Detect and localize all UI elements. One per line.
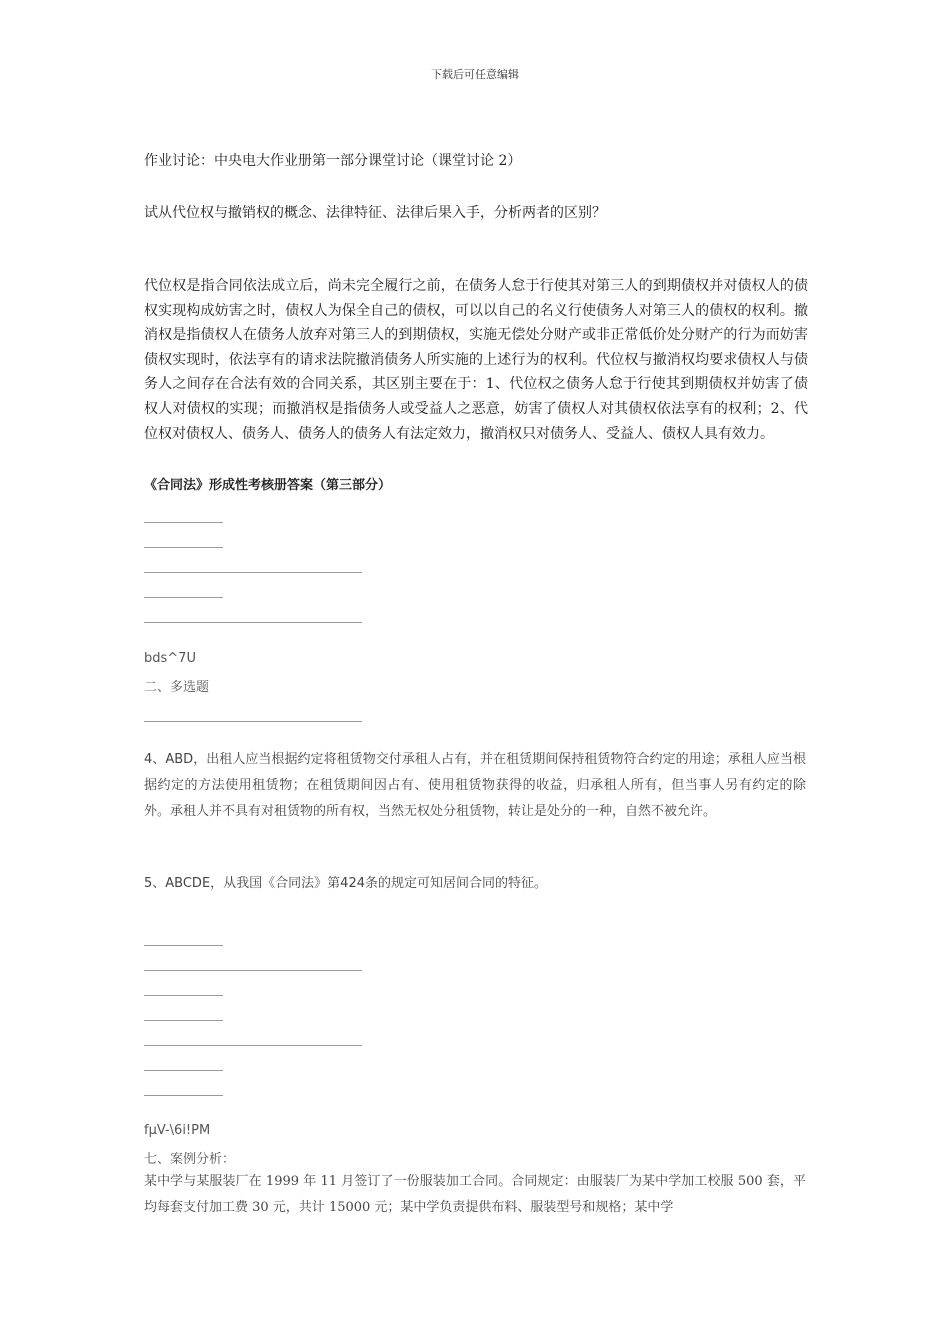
blank-line [144,1020,223,1021]
part3-title: 《合同法》形成性考核册答案（第三部分） [144,478,392,493]
blank-line [144,597,223,598]
blank-line [144,995,223,996]
page-header: 下载后可任意编辑 [431,68,519,81]
blank-line [144,1045,362,1046]
garbled-code-1: bds^7U [144,651,196,666]
answer-q5-lead: 5、ABCDE [144,876,211,891]
discussion-title: 作业讨论：中央电大作业册第一部分课堂讨论（课堂讨论 2） [144,153,522,169]
blank-line [144,945,223,946]
section-case-analysis: 七、案例分析： [144,1152,236,1167]
garbled-code-2: fμV-\6i!PM [144,1123,211,1138]
answer-q4-lead: 4、ABD [144,752,194,767]
answer-q4-text: ，出租人应当根据约定将租赁物交付承租人占有，并在租赁期间保持租赁物符合约定的用途；承租人应当根据约定的方法使用租赁物；在租赁期间因占有、使用租赁物获得的收益，归承租人所有，但当事人另有约定的除外。承租人并不具有对租赁物的所有权，当然无权处分租赁物，转让是处分的一种，自然不被允许。 [144,752,806,819]
answer-q5-text-a: ，从我国《合同法》第 [210,876,341,891]
blank-line [144,522,223,523]
blank-line [144,547,223,548]
blank-line [144,572,362,573]
answer-q5-number: 424 [340,876,365,891]
answer-q4 [144,747,806,825]
discussion-answer: 代位权是指合同依法成立后，尚未完全履行之前，在债务人怠于行使其对第三人的到期债权并对债权人的债权实现构成妨害之时，债权人为保全自己的债权，可以以自己的名义行使债务人对第三人的债权的权利。撤消权是指债权人在债务人放弃对第三人的到期债权，实施无偿处分财产或非正常低价处分财产的行为而妨害债权实现时，依法享有的请求法院撤消债务人所实施的上述行为的权利。代位权与撤消权均要求债权人与债务人之间存在合法有效的合同关系，其区别主要在于：1、代位权之债务人怠于行使其到期债权并妨害了债权人对债权的实现；而撤消权是指债务人或受益人之恶意，妨害了债权人对其债权依法享有的权利；2、代位权对债权人、债务人、债务人的债务人有法定效力，撤消权只对债务人、受益人、债权人具有效力。 [144,278,808,442]
blank-line [144,1095,223,1096]
discussion-question: 试从代位权与撤销权的概念、法律特征、法律后果入手，分析两者的区别？ [144,205,606,221]
answer-q5 [144,871,806,897]
blank-line [144,970,362,971]
section-multi-choice: 二、多选题 [144,680,210,695]
blank-line [144,1070,223,1071]
blank-line [144,721,362,722]
case-text: 某中学与某服装厂在 1999 年 11 月签订了一份服装加工合同。合同规定：由服装厂为某中学加工校服 500 套，平均每套支付加工费 30 元，共计 15000 元；某中学负责提供布料、服装型号和规格；某中学 [144,1174,806,1215]
answer-q5-text-b: 条的规定可知居间合同的特征。 [365,876,548,891]
blank-line [144,622,362,623]
